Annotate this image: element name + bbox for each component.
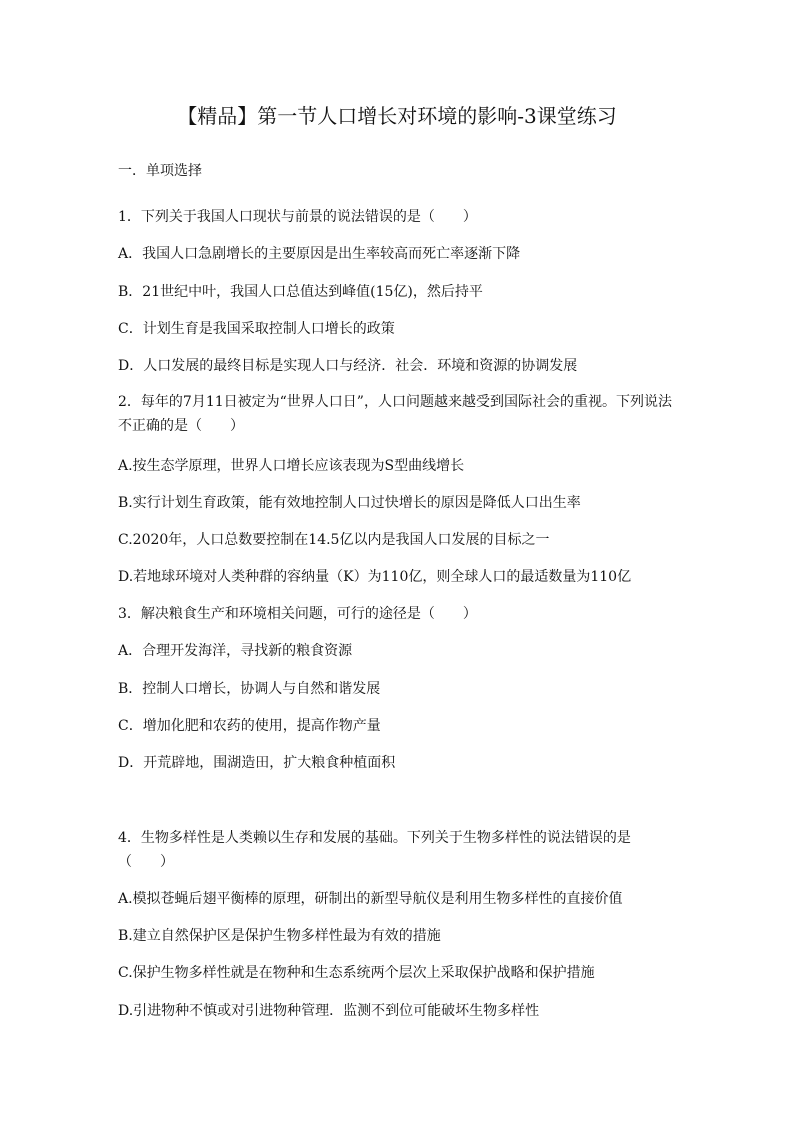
question-4-option-b: B.建立自然保护区是保护生物多样性最为有效的措施 <box>118 928 441 944</box>
question-2-option-a: A.按生态学原理，世界人口增长应该表现为S型曲线增长 <box>118 458 465 474</box>
question-4-option-d: D.引进物种不慎或对引进物种管理．监测不到位可能破坏生物多样性 <box>118 1003 540 1019</box>
question-1-option-d: D．人口发展的最终目标是实现人口与经济．社会．环境和资源的协调发展 <box>118 358 578 374</box>
question-3-stem: 3．解决粮食生产和环境相关问题，可行的途径是（ ） <box>118 606 477 622</box>
question-4-option-c: C.保护生物多样性就是在物种和生态系统两个层次上采取保护战略和保护措施 <box>118 965 595 981</box>
question-1-option-c: C．计划生育是我国采取控制人口增长的政策 <box>118 321 395 337</box>
question-2-stem: 2．每年的7月11日被定为“世界人口日”，人口问题越来越受到国际社会的重视。下列说法不正确的是（ ） <box>118 394 672 434</box>
question-3-option-d: D．开荒辟地，围湖造田，扩大粮食种植面积 <box>118 755 396 771</box>
question-1-option-b: B．21世纪中叶，我国人口总值达到峰值(15亿)，然后持平 <box>118 284 483 300</box>
question-4-stem: 4．生物多样性是人类赖以生存和发展的基础。下列关于生物多样性的说法错误的是（ ） <box>118 830 631 870</box>
question-3-option-a: A．合理开发海洋，寻找新的粮食资源 <box>118 643 353 659</box>
section-heading: 一．单项选择 <box>118 163 202 179</box>
question-4-option-a: A.模拟苍蝇后翅平衡棒的原理，研制出的新型导航仪是利用生物多样性的直接价值 <box>118 891 623 907</box>
document-title: 【精品】第一节人口增长对环境的影响-3课堂练习 <box>177 104 617 128</box>
question-3-option-c: C．增加化肥和农药的使用，提高作物产量 <box>118 718 381 734</box>
question-2-option-b: B.实行计划生育政策，能有效地控制人口过快增长的原因是降低人口出生率 <box>118 495 581 511</box>
question-3-option-b: B．控制人口增长，协调人与自然和谐发展 <box>118 681 381 697</box>
question-2-option-c: C.2020年，人口总数要控制在14.5亿以内是我国人口发展的目标之一 <box>118 532 550 548</box>
question-1-stem: 1．下列关于我国人口现状与前景的说法错误的是（ ） <box>118 209 477 225</box>
question-1-option-a: A．我国人口急剧增长的主要原因是出生率较高而死亡率逐渐下降 <box>118 246 521 262</box>
question-2-option-d: D.若地球环境对人类种群的容纳量（K）为110亿，则全球人口的最适数量为110亿 <box>118 569 632 585</box>
